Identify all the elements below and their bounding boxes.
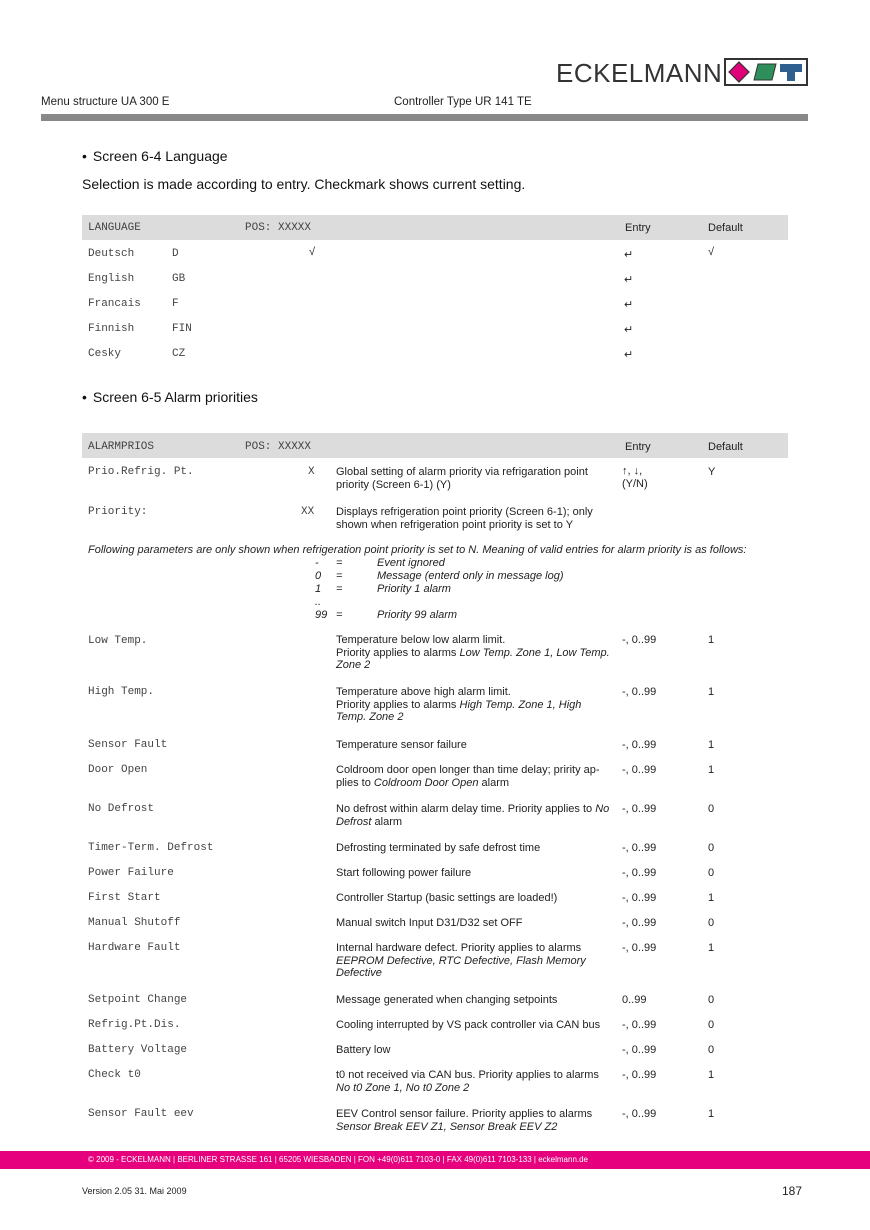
alarm-name: Low Temp. — [88, 635, 148, 647]
alarm-desc: Temperature sensor failure — [336, 739, 467, 751]
param-desc: Displays refrigeration point priority (Screen 6-1); only shown when refrigeration point priority is set to Y — [336, 506, 593, 531]
alarm-name: Sensor Fault eev — [88, 1108, 194, 1120]
section-intro: Selection is made according to entry. Checkmark shows current setting. — [82, 176, 526, 192]
default-checkmark: √ — [708, 246, 715, 258]
alarm-desc — [336, 942, 614, 980]
th-name: ALARMPRIOS — [88, 441, 155, 453]
section-title-text: Screen 6-4 Language — [92, 148, 228, 164]
alarm-default: 1 — [708, 1069, 715, 1081]
th-default: Default — [708, 222, 743, 234]
alarm-name: Battery Voltage — [88, 1044, 188, 1056]
alarm-default: 1 — [708, 892, 715, 904]
param-value: XX — [301, 506, 315, 518]
alarm-entry: -, 0..99 — [622, 764, 657, 776]
section-title-alarm-priorities: • Screen 6-5 Alarm priorities — [82, 389, 258, 405]
desc-line: Temperature above high alarm limit. — [336, 686, 511, 698]
desc-text: Priority applies to alarms — [336, 698, 460, 711]
alarm-default: 0 — [708, 917, 715, 929]
alarm-desc — [336, 1069, 614, 1094]
param-name: Prio.Refrig. Pt. — [88, 466, 194, 478]
entry-arrows: ↑, ↓, — [622, 465, 643, 477]
legend-value: Priority 1 alarm — [377, 583, 451, 595]
desc-text: t0 not received via CAN bus. Priority applies to alarms — [336, 1069, 599, 1081]
legend-value: Message (enterd only in message log) — [377, 570, 564, 582]
enter-key-icon: ↵ — [624, 274, 634, 286]
footer-version: Version 2.05 31. Mai 2009 — [82, 1186, 187, 1196]
desc-text: Coldroom door open longer than time delay; pririty applies to — [336, 764, 600, 789]
alarm-name: Door Open — [88, 764, 148, 776]
alarm-default: 0 — [708, 1019, 715, 1031]
alarm-table-header — [82, 433, 788, 458]
legend-eq: = — [336, 570, 343, 582]
legend-eq: = — [336, 609, 343, 621]
lang-name: Finnish — [88, 323, 135, 335]
alarm-default: 0 — [708, 1044, 715, 1056]
alarm-desc: Controller Startup (basic settings are loaded!) — [336, 892, 558, 904]
lang-name: English — [88, 273, 135, 285]
alarm-default: 0 — [708, 842, 715, 854]
alarm-entry: -, 0..99 — [622, 942, 657, 954]
desc-italic: EEPROM Defective, RTC Defective, Flash Memory Defective — [336, 954, 586, 979]
alarm-entry: -, 0..99 — [622, 634, 657, 646]
alarm-name: First Start — [88, 892, 161, 904]
alarm-entry: -, 0..99 — [622, 1019, 657, 1031]
alarm-desc — [336, 1108, 614, 1133]
alarm-desc — [336, 634, 614, 672]
alarm-default: 1 — [708, 942, 715, 954]
alarm-name: Timer-Term. Defrost — [88, 842, 214, 854]
alarm-default: 1 — [708, 686, 715, 698]
desc-italic: No Defrost — [336, 803, 610, 828]
desc-text: EEV Control sensor failure. Priority applies to alarms — [336, 1108, 593, 1120]
alarm-desc — [336, 686, 614, 724]
alarm-entry: -, 0..99 — [622, 867, 657, 879]
alarm-entry: -, 0..99 — [622, 842, 657, 854]
alarm-desc — [336, 764, 614, 789]
alarm-name: High Temp. — [88, 686, 155, 698]
alarm-name: Hardware Fault — [88, 942, 181, 954]
alarm-desc — [336, 803, 614, 828]
enter-key-icon: ↵ — [624, 299, 634, 311]
legend-value: Event ignored — [377, 557, 445, 569]
alarm-desc: Start following power failure — [336, 867, 472, 879]
header-controller-type: Controller Type UR 141 TE — [394, 96, 532, 108]
alarm-desc: Cooling interrupted by VS pack controller via CAN bus — [336, 1019, 601, 1031]
lang-code: F — [172, 298, 179, 310]
alarm-entry: -, 0..99 — [622, 1069, 657, 1081]
desc-line: Temperature below low alarm limit. — [336, 634, 506, 646]
section-title-text: Screen 6-5 Alarm priorities — [92, 389, 258, 405]
param-desc: Global setting of alarm priority via refrigaration point priority (Screen 6-1) (Y) — [336, 466, 588, 491]
header-doc-title: Menu structure UA 300 E — [41, 96, 170, 108]
desc-italic: Sensor Break EEV Z1, Sensor Break EEV Z2 — [336, 1120, 558, 1133]
legend-eq: = — [336, 557, 343, 569]
language-table-header — [82, 215, 788, 240]
legend-key: 1 — [315, 583, 322, 595]
alarm-entry: -, 0..99 — [622, 1044, 657, 1056]
alarm-entry: -, 0..99 — [622, 892, 657, 904]
alarm-name: Manual Shutoff — [88, 917, 181, 929]
lang-code: GB — [172, 273, 186, 285]
enter-key-icon: ↵ — [624, 349, 634, 361]
enter-key-icon: ↵ — [624, 324, 634, 336]
th-pos: POS: XXXXX — [245, 222, 312, 234]
lang-name: Cesky — [88, 348, 122, 360]
legend-key: .. — [315, 596, 322, 608]
alarm-entry: -, 0..99 — [622, 803, 657, 815]
legend-key: 99 — [315, 609, 328, 621]
alarm-default: 0 — [708, 994, 715, 1006]
entry-yn: (Y/N) — [622, 478, 648, 490]
header-divider — [41, 114, 808, 121]
lang-code: CZ — [172, 348, 186, 360]
priority-note: Following parameters are only shown when refrigeration point priority is set to N. Meaning of valid entries for alarm priority is as follows: — [88, 544, 747, 556]
desc-text: Internal hardware defect. Priority applies to alarms — [336, 942, 582, 954]
desc-italic: High Temp. Zone 1, High Temp. Zone 2 — [336, 698, 582, 723]
brand-logo-mark — [724, 58, 808, 86]
alarm-name: Refrig.Pt.Dis. — [88, 1019, 181, 1031]
lang-code: D — [172, 248, 179, 260]
alarm-default: 1 — [708, 634, 715, 646]
alarm-default: 1 — [708, 764, 715, 776]
legend-key: - — [315, 557, 319, 569]
desc-text: Priority applies to alarms — [336, 646, 460, 659]
alarm-name: Check t0 — [88, 1069, 141, 1081]
alarm-entry: -, 0..99 — [622, 739, 657, 751]
alarm-default: 1 — [708, 739, 715, 751]
alarm-desc: Battery low — [336, 1044, 391, 1056]
alarm-desc: Manual switch Input D31/D32 set OFF — [336, 917, 523, 929]
desc-tail: alarm — [478, 776, 510, 789]
section-title-language: • Screen 6-4 Language — [82, 148, 228, 164]
param-value: X — [308, 466, 315, 478]
lang-code: FIN — [172, 323, 192, 335]
alarm-entry: -, 0..99 — [622, 1108, 657, 1120]
legend-eq: = — [336, 583, 343, 595]
desc-italic: No t0 Zone 1, No t0 Zone 2 — [336, 1081, 470, 1094]
brand-logo-text: ECKELMANN — [556, 58, 723, 88]
logo-shapes-icon — [726, 60, 806, 84]
desc-text: No defrost within alarm delay time. Priority applies to — [336, 803, 596, 815]
alarm-desc: Message generated when changing setpoints — [336, 994, 558, 1006]
alarm-name: Power Failure — [88, 867, 174, 879]
lang-name: Deutsch — [88, 248, 135, 260]
param-name: Priority: — [88, 506, 148, 518]
th-default: Default — [708, 441, 743, 453]
alarm-default: 0 — [708, 803, 715, 815]
lang-name: Francais — [88, 298, 141, 310]
footer-contact: © 2009 - ECKELMANN | BERLINER STRASSE 161 | 65205 WIESBADEN | FON +49(0)611 7103-0 | FAX 49(0)611 7103-133 | eckelmann.de — [88, 1155, 589, 1164]
alarm-entry: -, 0..99 — [622, 686, 657, 698]
th-name: LANGUAGE — [88, 222, 141, 234]
page-number: 187 — [782, 1184, 803, 1198]
th-entry: Entry — [625, 222, 651, 234]
param-default: Y — [708, 466, 716, 478]
alarm-name: Sensor Fault — [88, 739, 168, 751]
enter-key-icon: ↵ — [624, 249, 634, 261]
th-entry: Entry — [625, 441, 651, 453]
desc-italic: Low Temp. Zone 1, Low Temp. Zone 2 — [336, 646, 610, 671]
current-setting-checkmark: √ — [309, 246, 316, 258]
th-pos: POS: XXXXX — [245, 441, 312, 453]
alarm-default: 1 — [708, 1108, 715, 1120]
alarm-desc: Defrosting terminated by safe defrost time — [336, 842, 541, 854]
alarm-default: 0 — [708, 867, 715, 879]
alarm-name: No Defrost — [88, 803, 155, 815]
alarm-name: Setpoint Change — [88, 994, 188, 1006]
alarm-entry: 0..99 — [622, 994, 647, 1006]
legend-value: Priority 99 alarm — [377, 609, 458, 621]
alarm-entry: -, 0..99 — [622, 917, 657, 929]
desc-italic: Coldroom Door Open — [373, 776, 479, 789]
legend-key: 0 — [315, 570, 322, 582]
desc-tail: alarm — [371, 815, 403, 828]
